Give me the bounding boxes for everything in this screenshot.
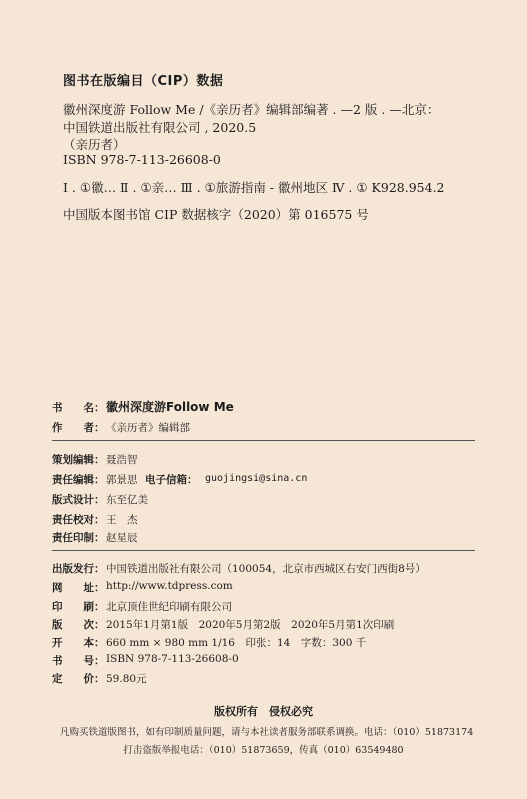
printer-value: 北京顶佳世纪印刷有限公司 [106, 601, 232, 613]
proofreader-value: 王 杰 [106, 514, 138, 526]
layout-design-value: 东至亿美 [106, 494, 148, 506]
format-value: 660 mm × 980 mm 1/16 印张：14 字数：300 千 [106, 637, 367, 649]
edition-value: 2015年1月第1版 2020年5月第2版 2020年5月第1次印刷 [106, 619, 395, 631]
author-value: 《亲历者》编辑部 [106, 422, 190, 434]
cip-line-5: Ⅰ . ①徽… Ⅱ . ①亲… Ⅲ . ①旅游指南 - 徽州地区 Ⅳ . ① K928.954.2 [63, 180, 445, 195]
quality-notice: 凡购买铁道版图书，如有印制质量问题，请与本社读者服务部联系调换。电话：（010）51873174 [60, 727, 474, 738]
cip-title: 图书在版编目（CIP）数据 [63, 74, 224, 89]
print-supervisor-value: 赵星辰 [106, 532, 138, 544]
cip-line-4: ISBN 978-7-113-26608-0 [63, 152, 221, 167]
format-label: 开 本： [52, 637, 105, 649]
planning-editor-label: 策划编辑： [52, 454, 105, 466]
cip-line-6: 中国版本图书馆 CIP 数据核字（2020）第 016575 号 [63, 207, 369, 222]
book-title: 徽州深度游Follow Me [106, 400, 234, 414]
publisher-label: 出版发行： [52, 563, 105, 575]
rights-notice: 版权所有 侵权必究 [214, 705, 313, 718]
publisher-value: 中国铁道出版社有限公司（100054，北京市西城区右安门西街8号） [106, 563, 426, 575]
cip-line-3: （亲历者） [63, 137, 126, 152]
isbn-label: 书 号： [52, 655, 105, 667]
printer-label: 印 刷： [52, 601, 105, 613]
responsible-editor-value: 郭景思 [106, 474, 138, 486]
divider-1 [52, 440, 475, 441]
cip-line-1: 徽州深度游 Follow Me /《亲历者》编辑部编著 . —2 版 . —北京： [63, 102, 440, 117]
planning-editor-value: 聂浩智 [106, 454, 138, 466]
title-label: 书 名： [52, 402, 105, 414]
price-label: 定 价： [52, 673, 105, 685]
responsible-editor-label: 责任编辑： [52, 474, 105, 486]
author-label: 作 者： [52, 422, 105, 434]
piracy-report: 打击盗版举报电话：（010）51873659，传真（010）63549480 [123, 745, 404, 756]
edition-label: 版 次： [52, 619, 105, 631]
price-value: 59.80元 [106, 673, 147, 685]
email-value: guojingsi@sina.cn [205, 473, 308, 484]
isbn-value: ISBN 978-7-113-26608-0 [106, 653, 239, 665]
website-value: http://www.tdpress.com [106, 580, 233, 592]
print-supervisor-label: 责任印制： [52, 532, 105, 544]
divider-2 [52, 550, 475, 551]
proofreader-label: 责任校对： [52, 514, 105, 526]
website-label: 网 址： [52, 582, 105, 594]
cip-line-2: 中国铁道出版社有限公司 , 2020.5 [63, 120, 257, 135]
layout-design-label: 版式设计： [52, 494, 105, 506]
email-label: 电子信箱： [145, 474, 198, 486]
